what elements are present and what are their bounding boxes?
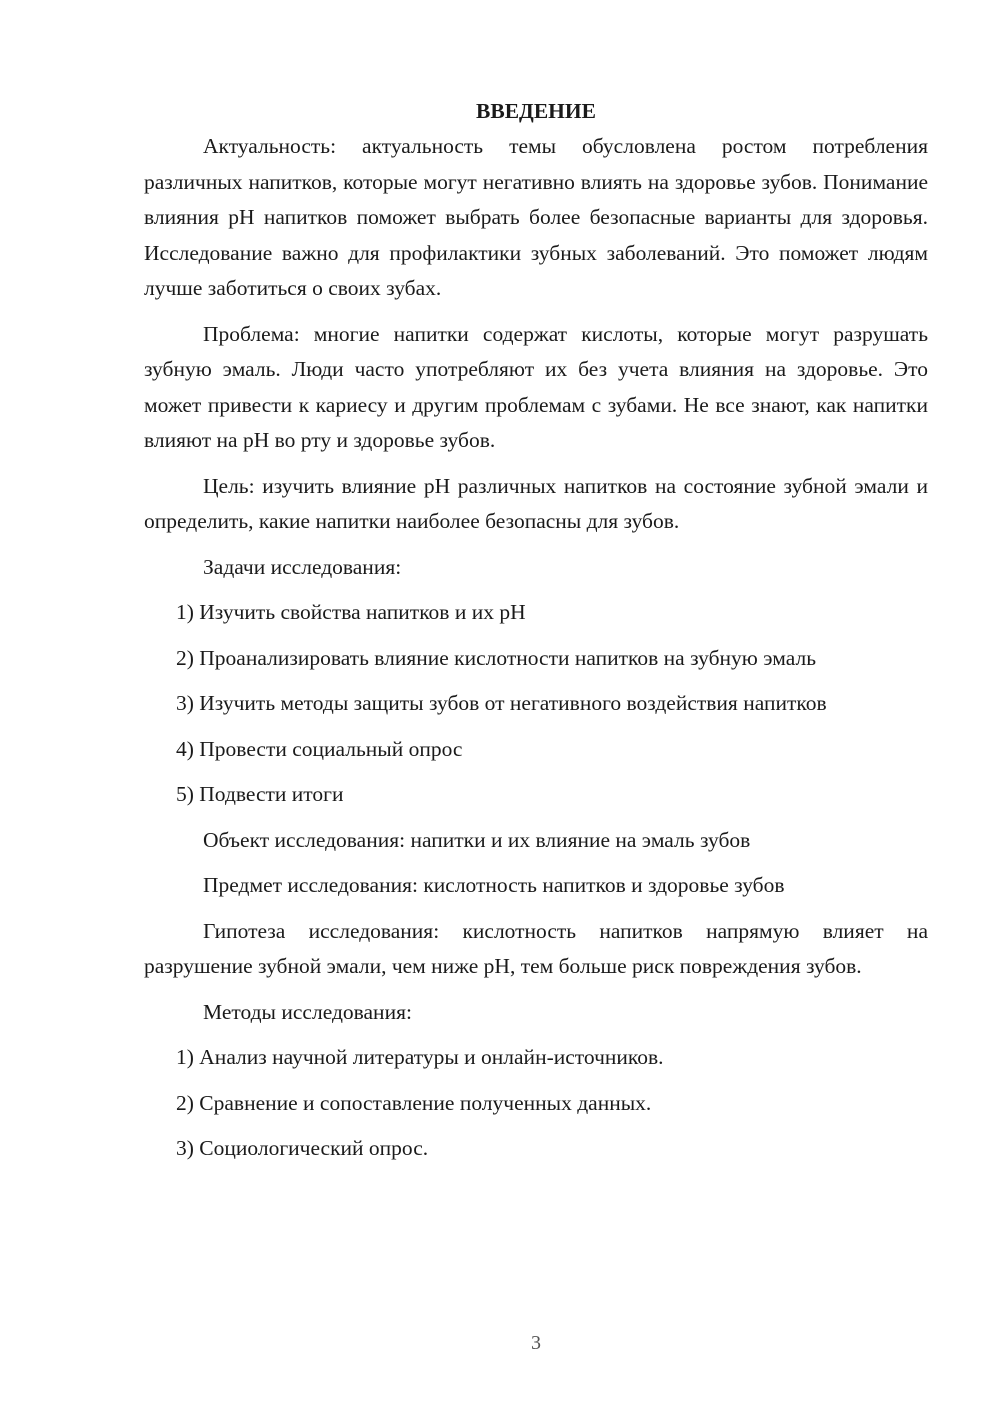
- goal-paragraph: Цель: изучить влияние pH различных напитков на состояние зубной эмали и определить, какие напитки наиболее безопасны для зубов.: [144, 473, 928, 533]
- page-number: 3: [531, 1332, 541, 1354]
- task-item-5: 5) Подвести итоги: [176, 782, 344, 806]
- tasks-heading: Задачи исследования:: [203, 554, 402, 579]
- problem-paragraph: Проблема: многие напитки содержат кислоты, которые могут разрушать зубную эмаль. Люди часто употребляют их без учета влияния на здоровье. Это может привести к кариесу и другим проблемам с зубами. Не все знают, как напитки влияют на pH во рту и здоровье зубов.: [144, 321, 928, 452]
- object-paragraph: Объект исследования: напитки и их влияние на эмаль зубов: [203, 827, 751, 852]
- method-item-1: 1) Анализ научной литературы и онлайн-источников.: [176, 1045, 664, 1069]
- subject-paragraph: Предмет исследования: кислотность напитков и здоровье зубов: [203, 873, 785, 897]
- methods-heading: Методы исследования:: [203, 999, 412, 1024]
- method-item-2: 2) Сравнение и сопоставление полученных данных.: [176, 1090, 652, 1115]
- task-item-1: 1) Изучить свойства напитков и их pH: [176, 600, 526, 624]
- task-item-3: 3) Изучить методы защиты зубов от негативного воздействия напитков: [176, 691, 827, 715]
- relevance-paragraph: Актуальность: актуальность темы обусловлена ростом потребления различных напитков, которые могут негативно влиять на здоровье зубов. Понимание влияния pH напитков поможет выбрать более безопасные варианты для здоровья. Исследование важно для профилактики зубных заболеваний. Это поможет людям лучше заботиться о своих зубах.: [144, 134, 928, 300]
- document-page: [144, 94, 928, 1177]
- hypothesis-paragraph: Гипотеза исследования: кислотность напитков напрямую влияет на разрушение зубной эмали, чем ниже pH, тем больше риск повреждения зубов.: [144, 918, 928, 978]
- task-item-2: 2) Проанализировать влияние кислотности напитков на зубную эмаль: [176, 645, 817, 670]
- task-item-4: 4) Провести социальный опрос: [176, 736, 463, 761]
- section-title: ВВЕДЕНИЕ: [476, 99, 596, 123]
- method-item-3: 3) Социологический опрос.: [176, 1136, 429, 1160]
